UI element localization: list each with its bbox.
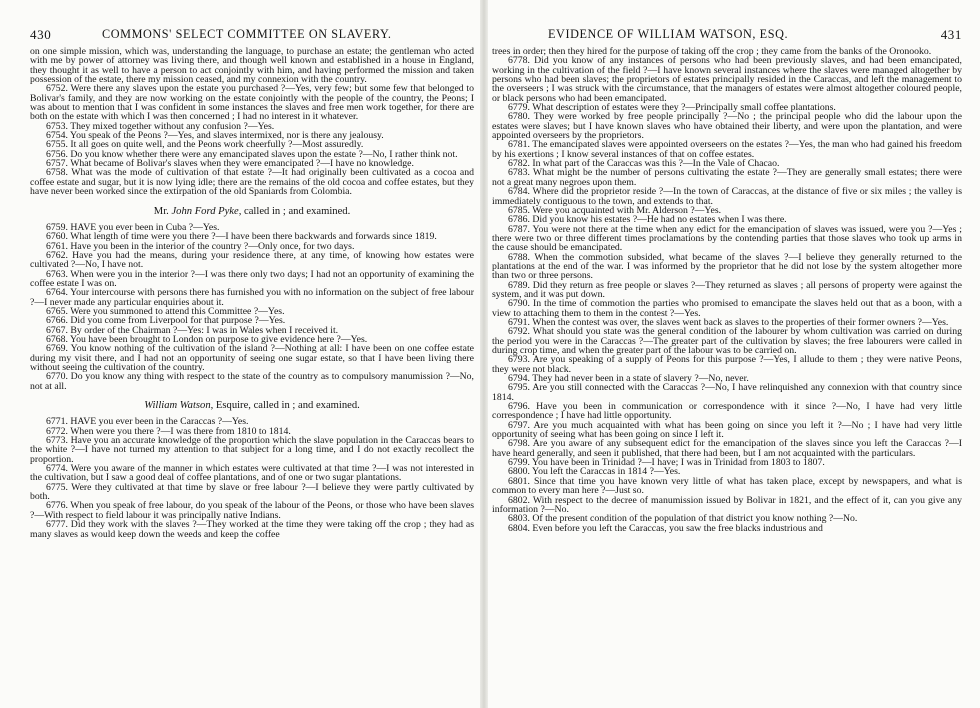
continued-paragraph: trees in order; then they hired for the purpose of taking off the crop ; they came from the banks of the Oronooko. (492, 46, 932, 57)
evidence-paragraph: 6772. When were you there ?—I was there from 1810 to 1814. (46, 425, 291, 437)
right-running-title: EVIDENCE OF WILLIAM WATSON, ESQ. (548, 27, 789, 41)
evidence-paragraph: 6793. Are you speaking of a supply of Peons for this purpose ?—Yes, I allude to them ; they were native Peons, they were not black. (492, 354, 962, 375)
evidence-paragraph: 6760. What length of time were you there ?—I have been there backwards and forwards since 1819. (46, 231, 437, 243)
evidence-paragraph: 6802. With respect to the decree of manumission issued by Bolivar in 1821, and the effect of it, can you give any information ?—No. (492, 494, 962, 515)
right-page-number: 431 (940, 27, 962, 42)
evidence-paragraph: 6766. Did you come from Liverpool for that purpose ?—Yes. (46, 315, 286, 327)
evidence-paragraph: 6780. They were worked by free people principally ?—No ; the principal people who did the labour upon the estates were slaves; but I have known slaves who have obtained their liberty, and were upon the plantation, and were appointed overseers by the proprietors. (492, 111, 962, 142)
evidence-paragraph: 6771. HAVE you ever been in the Caraccas ?—Yes. (46, 416, 249, 428)
evidence-paragraph: 6757. What became of Bolivar's slaves when they were emancipated ?—I have no knowledge. (46, 158, 414, 170)
evidence-paragraph: 6798. Are you aware of any subsequent edict for the emancipation of the slaves since you left the Caraccas ?—I have heard generally, and seen it published, that there had been, but I am not acquainted with the particulars. (492, 438, 962, 459)
evidence-paragraph: 6768. You have been brought to London on purpose to give evidence here ?—Yes. (46, 333, 368, 345)
evidence-paragraph: 6762. Have you had the means, during your residence there, at any time, of knowing how estates were cultivated ?—No, I have not. (30, 249, 474, 271)
continued-paragraph: on one simple mission, which was, understanding the language, to purchase an estate; the gentleman who acted with me by power of attorney was living there, and though well known and established in a house in England, they thought it as well to have a person to act conjointly with him, and having performed the mission and taken possession of the estate, there my mission ceased, and my connexion with the country. (30, 46, 474, 86)
evidence-paragraph: 6781. The emancipated slaves were appointed overseers on the estates ?—Yes, the man who had gained his freedom by his exertions ; I know several instances of that on coffee estates. (492, 139, 962, 160)
evidence-paragraph: 6753. They mixed together without any confusion ?—Yes. (46, 120, 275, 132)
left-running-head (30, 27, 474, 43)
evidence-paragraph: 6774. Were you aware of the manner in which estates were cultivated at that time ?—I was not interested in the cultivation, but I saw a good deal of coffee plantations, and of one or two sugar plantations. (30, 463, 474, 484)
evidence-paragraph: 6785. Were you acquainted with Mr. Alderson ?—Yes. (508, 204, 722, 216)
witness-heading-suffix: Esquire, called in ; and examined. (213, 400, 360, 412)
evidence-paragraph: 6778. Did you know of any instances of persons who had been previously slaves, and had been emancipated, working in the cultivation of the field ?—I have known several instances where the slaves were managed altogether by persons who had been slaves; the proprietors of estates principally resided in the Caraccas, and left the management to the overseers ; I was struck with the circumstance, that the managers of estates were almost altogether coloured people, or black persons who had been emancipated. (492, 55, 962, 104)
evidence-paragraph: 6773. Have you an accurate knowledge of the proportion which the slave population in the Caraccas bears to the white ?—I have not turned my attention to that subject for a long time, and I do not exactly recollect the proportion. (30, 435, 474, 465)
evidence-paragraph: 6797. Are you much acquainted with what has been going on since you left it ?—No ; I have had very little opportunity of seeing what has been going on since I left it. (492, 419, 962, 441)
evidence-paragraph: 6789. Did they return as free people or slaves ?—They returned as slaves ; all persons of property were against the system, and it was put down. (492, 279, 962, 300)
evidence-paragraph: 6788. When the commotion subsided, what became of the slaves ?—I believe they generally returned to the plantations at the end of the war. I was informed by the proprietor that he did not lose by the system altogether more than two or three persons. (492, 251, 962, 282)
witness-heading-suffix: called in ; and examined. (241, 205, 351, 217)
evidence-paragraph: 6770. Do you know any thing with respect to the state of the country as to compulsory manumission ?—No, not at all. (30, 371, 474, 392)
right-page-text (492, 47, 962, 533)
evidence-paragraph: 6783. What might be the number of persons cultivating the estate ?—They are generally small estates; there were not a great many negroes upon them. (492, 167, 962, 188)
evidence-paragraph: 6786. Did you know his estates ?—He had no estates when I was there. (508, 214, 787, 226)
evidence-paragraph: 6759. HAVE you ever been in Cuba ?—Yes. (46, 221, 220, 233)
left-running-title: COMMONS' SELECT COMMITTEE ON SLAVERY. (102, 27, 392, 41)
evidence-paragraph: 6752. Were there any slaves upon the estate you purchased ?—Yes, very few; but some few that belonged to Bolivar's family, and they are now working on the estate conjointly with the people of the country, the Peons; I was about to mention that I was confident in some instances the slaves and free men work together, for there are both on the estate with which I was then concerned ; I had no interest in it whatever. (30, 83, 474, 123)
evidence-paragraph: 6800. You left the Caraccas in 1814 ?—Yes. (508, 466, 681, 478)
evidence-paragraph: 6764. Your intercourse with persons there has furnished you with no information on the subject of free labour ?—I never made any particular enquiries about it. (30, 287, 474, 308)
left-page (0, 0, 482, 708)
evidence-paragraph: 6755. It all goes on quite well, and the Peons work cheerfully ?—Most assuredly. (46, 139, 364, 151)
witness-heading-prefix: Mr. (153, 205, 172, 217)
evidence-paragraph: 6767. By order of the Chairman ?—Yes: I was in Wales when I received it. (46, 324, 339, 336)
evidence-paragraph: 6769. You know nothing of the cultivation of the island ?—Nothing at all: I have been on one coffee estate during my visit there, and I had not an opportunity of seeing one sugar estate, so that I have been living there without seeing the cultivation of the country. (30, 343, 474, 373)
evidence-paragraph: 6792. What should you state was the general condition of the labourer by whom cultivation was carried on during the period you were in the Caraccas ?—The greater part of the cultivation by slaves; the free labourers were called in during crop time, and when the greater part of the labour was to be carried on. (492, 326, 962, 356)
evidence-paragraph: 6799. You have been in Trinidad ?—I have; I was in Trinidad from 1803 to 1807. (508, 457, 825, 469)
evidence-paragraph: 6758. What was the mode of cultivation of that estate ?—It had originally been cultivated as a cocoa and coffee estate and sugar, but it is now lying idle; there are the remains of the old cocoa and coffee estates, but they have never been worked since the extirpation of the old Spaniards from Colombia. (30, 167, 474, 198)
evidence-paragraph: 6791. When the contest was over, the slaves went back as slaves to the properties of their former owners ?—Yes. (508, 316, 949, 328)
evidence-paragraph: 6779. What description of estates were they ?—Principally small coffee plantations. (508, 102, 836, 114)
evidence-paragraph: 6795. Are you still connected with the Caraccas ?—No, I have relinquished any connexion with that country since 1814. (492, 382, 962, 403)
evidence-paragraph: 6777. Did they work with the slaves ?—They worked at the time they were taking off the crop ; they had as many slaves as would keep down the weeds and keep the coffee (30, 519, 474, 540)
evidence-paragraph: 6754. You speak of the Peons ?—Yes, and slaves intermixed, nor is there any jealousy. (46, 130, 384, 142)
evidence-paragraph: 6776. When you speak of free labour, do you speak of the labour of the Peons, or those who have been slaves ?—With respect to field labour it was principally native Indians. (30, 500, 474, 521)
evidence-paragraph: 6784. Where did the proprietor reside ?—In the town of Caraccas, at the distance of five or six miles ; the valley is immediately contiguous to the town, and extends to that. (492, 186, 962, 207)
left-page-text (30, 47, 474, 539)
evidence-paragraph: 6775. Were they cultivated at that time by slave or free labour ?—I believe they were partly cultivated by both. (30, 481, 474, 503)
evidence-paragraph: 6782. In what part of the Caraccas was this ?—In the Vale of Chacao. (508, 158, 780, 170)
evidence-paragraph: 6763. When were you in the interior ?—I was there only two days; I had not an opportunity of examining the coffee estate I was on. (30, 268, 474, 289)
evidence-paragraph: 6801. Since that time you have known very little of what has taken place, except by newspapers, and what is common to every man here ?—Just so. (492, 475, 962, 497)
evidence-paragraph: 6803. Of the present condition of the population of that district you know nothing ?—No. (508, 513, 858, 525)
left-page-number: 430 (30, 27, 52, 42)
evidence-paragraph: 6790. In the time of commotion the parties who promised to emancipate the slaves held out that as a boon, with a view to attaching them to them in the contest ?—Yes. (492, 298, 962, 319)
evidence-paragraph: 6796. Have you been in communication or correspondence with it since ?—No, I have had very little correspondence ; I have had little opportunity. (492, 401, 962, 422)
evidence-paragraph: 6761. Have you been in the interior of the country ?—Only once, for two days. (46, 240, 355, 252)
right-page (486, 0, 980, 708)
evidence-paragraph: 6765. Were you summoned to attend this Committee ?—Yes. (46, 305, 285, 317)
evidence-paragraph: 6787. You were not there at the time when any edict for the emancipation of slaves was issued, were you ?—Yes ; there were two or three different times proclamations by the contending parties that those slaves who took up arms in the cause should be emancipated. (492, 223, 962, 254)
evidence-paragraph: 6804. Even before you left the Caraccas, you saw the free blacks industrious and (508, 522, 823, 534)
evidence-paragraph: 6756. Do you know whether there were any emancipated slaves upon the estate ?—No, I rather think not. (46, 148, 458, 160)
witness-name: William Watson, (144, 400, 214, 412)
witness-name: John Ford Pyke, (171, 205, 242, 217)
right-running-head (492, 27, 962, 43)
witness-heading (30, 207, 474, 216)
evidence-paragraph: 6794. They had never been in a state of slavery ?—No, never. (508, 373, 749, 385)
witness-heading (30, 401, 474, 410)
